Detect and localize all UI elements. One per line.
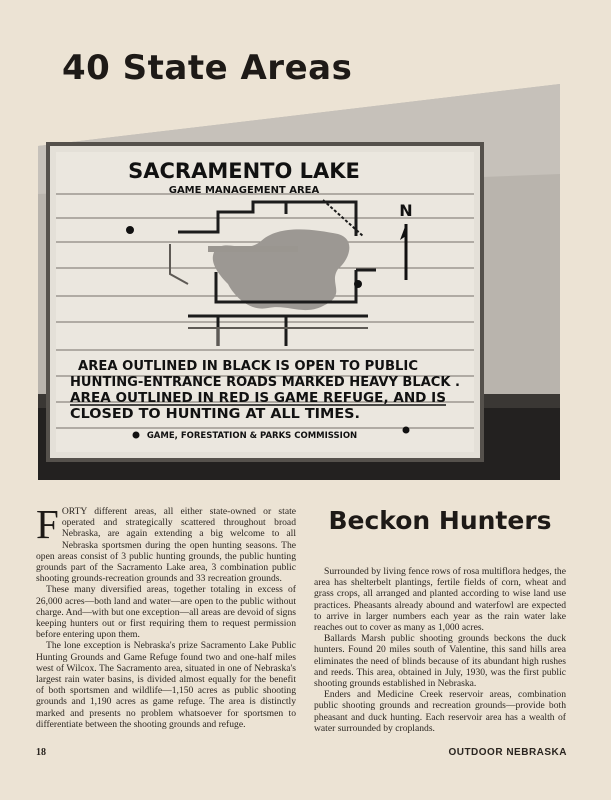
right-column — [314, 566, 566, 734]
page-number: 18 — [36, 747, 46, 758]
page-title: 40 State Areas — [62, 48, 353, 88]
sign-line-1: AREA OUTLINED IN BLACK IS OPEN TO PUBLIC — [78, 358, 419, 374]
north-label: N — [399, 201, 413, 220]
publication-name: OUTDOOR NEBRASKA — [448, 747, 567, 758]
right-paragraph-3: Enders and Medicine Creek reservoir areas, combination public shooting grounds and recreation grounds—provide both pheasant and duck hunting. Each reservoir area has a wealth of water surrounded by croplands. — [314, 689, 566, 734]
left-paragraph-1 — [36, 501, 296, 585]
left-paragraph-2: These many diversified areas, together totaling in excess of 26,000 acres—both land and water—are open to the public without charge. And—with but one exception—all areas are devoid of signs keeping hunters out or first requiring them to request permission before entering upon them. — [36, 584, 296, 641]
left-column — [36, 501, 296, 730]
right-paragraph-1: Surrounded by living fence rows of rosa multiflora hedges, the area has shelterbelt plantings, fertile fields of corn, wheat and grass crops, all arranged and planted according to wise land use practices. Pheasants already abound and waterfowl are expected to arrive in larger numbers each year as the rain water lake reaches out to cover as many as 1,000 acres. — [314, 566, 566, 634]
sign-commission: GAME, FORESTATION & PARKS COMMISSION — [146, 431, 358, 441]
section-heading: Beckon Hunters — [328, 506, 552, 535]
left-paragraph-3: The lone exception is Nebraska's prize Sacramento Lake Public Hunting Grounds and Game Refuge found two and one-half miles west of Wilcox. The Sacramento area, situated in one of Nebraska's largest rain water basins, is divided almost equally for the benefit of both sportsmen and wildlife—1,150 acres as public shooting grounds and 1,190 acres as game refuge. The area is distinctly marked and presents no problem whatsoever for sportsmen to differentiate between the shooting grounds and refuge. — [36, 640, 296, 730]
sign-photograph — [38, 84, 560, 480]
right-paragraph-2: Ballards Marsh public shooting grounds beckons the duck hunters. Found 20 miles south of Valentine, this sand hills area eliminates the need of blinds because of its abundant high rushes and reeds. This area, obtained in July, 1930, was the first public shooting grounds established in Nebraska. — [314, 633, 566, 690]
sign-line-4: CLOSED TO HUNTING AT ALL TIMES. — [70, 406, 360, 422]
sign-line-3: AREA OUTLINED IN RED IS GAME REFUGE, AND IS — [70, 390, 446, 406]
left-paragraph-1-text: ORTY different areas, all either state-owned or state operated and strategically scattered throughout broad Nebraska, are again extending a big welcome to all Nebraska sportsmen during the open hunting seasons. The open areas consist of 3 public hunting grounds, the public hunting grounds part of the Sacramento Lake area, 3 combination public shooting grounds-recreation grounds and 33 recreation grounds. — [36, 506, 296, 585]
drop-cap: F — [36, 501, 59, 547]
sign-subtitle: GAME MANAGEMENT AREA — [168, 185, 320, 196]
sign-title: SACRAMENTO LAKE — [128, 159, 360, 183]
sign-line-2: HUNTING-ENTRANCE ROADS MARKED HEAVY BLACK . — [70, 374, 460, 390]
